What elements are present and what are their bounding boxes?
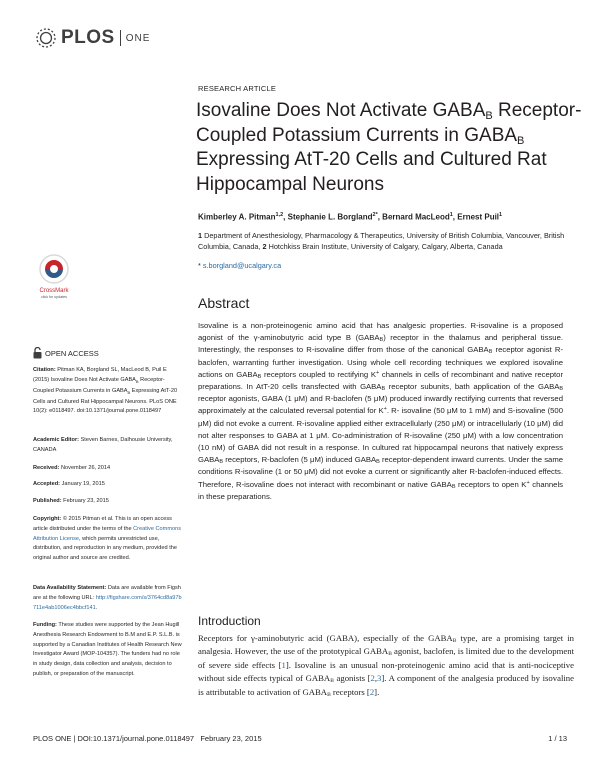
figshare-link[interactable]: http://figshare.com/s/3764cd8a97b711e4ab1006ec4bbcf141 [33,594,182,611]
page-number: 1 / 13 [548,734,567,743]
article-type: RESEARCH ARTICLE [198,84,277,93]
open-lock-icon [33,347,42,359]
corresponding-email: * s.borgland@ucalgary.ca [198,261,282,270]
accepted-date: Accepted: January 19, 2015 [33,481,105,487]
author-name[interactable]: , Bernard MacLeod [377,212,450,222]
author-name[interactable]: , Stephanie L. Borgland [283,212,373,222]
plos-logo-icon [33,27,59,49]
introduction-heading: Introduction [198,614,261,628]
open-access-badge [33,347,99,359]
author-name[interactable]: Kimberley A. Pitman [198,212,276,222]
received-date: Received: November 26, 2014 [33,465,111,471]
author-list: Kimberley A. Pitman$^{1,2}$, Stephanie L. Borgland$^{2*}$, Bernard MacLeod$^1$, Ernest Puil$^1$ [198,212,503,222]
logo-brand: PLOS [61,27,115,48]
abstract-body: Isovaline is a non-proteinogenic amino acid that has analgesic properties. R-isovaline is a proposed agonist of the γ-aminobutyric acid type B $(GABA_B)$ receptor in the thalamus and peripheral tissue. Interestingly, the responses to R-isovaline differ from those of the canonical $GABA_B$ receptor agonist R-baclofen, warranting further investigation. Using whole cell recording techniques we explored isovaline actions on $GABA_B$ receptors coupled to rectifying K+ channels in cells of recombinant and native receptor preparations. In AtT-20 cells transfected with $GABA_B$ receptor subunits, bath application of the $GABA_B$ receptor agonists, GABA (1 μM) and R-baclofen (5 μM) produced inwardly rectifying currents that reversed approximately at the calculated reversal potential for K+. R- isovaline (50 μM to 1 mM) and S-isovaline (500 μM) did not evoke a current. R-isovaline applied either extracellularly (250 μM) or intracellularly (10 μM) did not alter responses to GABA at 1 μM. Co-administration of R-isovaline (250 μM) with a low concentration (10 nM) of GABA did not result in a response. In cultured rat hippocampal neurons that natively express $GABA_B$ receptors, R-baclofen (5 μM) induced $GABA_B$ receptor-dependent inward currents. Under the same conditions R-isovaline (1 or 50 μM) did not evoke a current or significantly alter R-baclofen-induced effects. Therefore, R-isovaline does not interact with recombinant or native $GABA_B$ receptors to open K+ channels in these preparations. [198,321,564,501]
reference-link[interactable]: 2 [369,686,375,697]
introduction-body: Receptors for γ-aminobutyric acid (GABA), especially of the $GABA_B$ type, are a promising target in analgesia. However, the use of the prototypical $GABA_B$ agonist, baclofen, is limited due to the development of severe side effects [1]. Isovaline is an unusual non-proteinogenic amino acid that is anti-nociceptive without side effects typical of $GABA_B$ agonists [2,3]. A component of the analgesia produced by isovaline is attributable to activation of $GABA_B$ receptors [2]. [198,633,574,698]
author-name[interactable]: , Ernest Puil [452,212,500,222]
crossmark-label: CrossMark [39,288,69,294]
crossmark-sublabel: click for updates [41,295,67,299]
page-footer: PLOS ONE | DOI:10.1371/journal.pone.0118497 February 23, 2015 [33,734,262,743]
data-availability: Data Availability Statement: Data are available from Figshare at the following URL: http://figshare.com/s/3764cd8a97b711e4ab1006ec4bbcf141. [33,585,182,611]
copyright-block: Copyright: © 2015 Pitman et al. This is an open access article distributed under the terms of the Creative Commons Attribution License, which permits unrestricted use, distribution, and reproduction in any medium, provided the original author and source are credited. [33,516,181,562]
article-title: Isovaline Does Not Activate $GABA_B$ Receptor-Coupled Potassium Currents in $GABA_B$ Expressing AtT-20 Cells and Cultured Rat Hippocampal Neurons [196,100,582,195]
license-link[interactable]: Creative Commons Attribution License [33,525,181,542]
published-date: Published: February 23, 2015 [33,498,109,504]
reference-link[interactable]: 2 [370,673,375,684]
funding-block: Funding: These studies were supported by the Jean Hugill Anesthesia Research Endowment to B.M and E.P. S.L.B. is supported by a Canadian Institutes of Health Research New Investigator Award (MOP-104357). The funders had no role in study design, data collection and analysis, decision to publish, or preparation of the manuscript. [33,622,182,677]
open-access-label: OPEN ACCESS [45,348,99,358]
plos-one-logo[interactable] [33,27,150,49]
academic-editor: Academic Editor: Steven Barnes, Dalhousie University, CANADA [33,437,173,453]
abstract-heading: Abstract [198,295,250,311]
crossmark-badge[interactable] [34,252,74,305]
citation-block: Citation: Pitman KA, Borgland SL, MacLeod B, Puil E (2015) Isovaline Does Not Activate $GABA_B$ Receptor-Coupled Potassium Currents in $GABA_B$ Expressing AtT-20 Cells and Cultured Rat Hippocampal Neurons. PLoS ONE 10(2): e0118497. doi:10.1371/journal.pone.0118497 [33,367,178,415]
reference-link[interactable]: 3 [377,673,382,684]
reference-link[interactable]: 1 [281,659,286,670]
logo-divider [120,30,121,46]
affiliations: 1 Department of Anesthesiology, Pharmacology & Therapeutics, University of British Columbia, Vancouver, British Columbia, Canada, 2 Hotchkiss Brain Institute, University of Calgary, Calgary, Alberta, Canada [198,231,565,251]
logo-journal: ONE [125,32,151,44]
crossmark-icon [34,252,74,300]
email-link[interactable]: s.borgland@ucalgary.ca [202,261,282,270]
